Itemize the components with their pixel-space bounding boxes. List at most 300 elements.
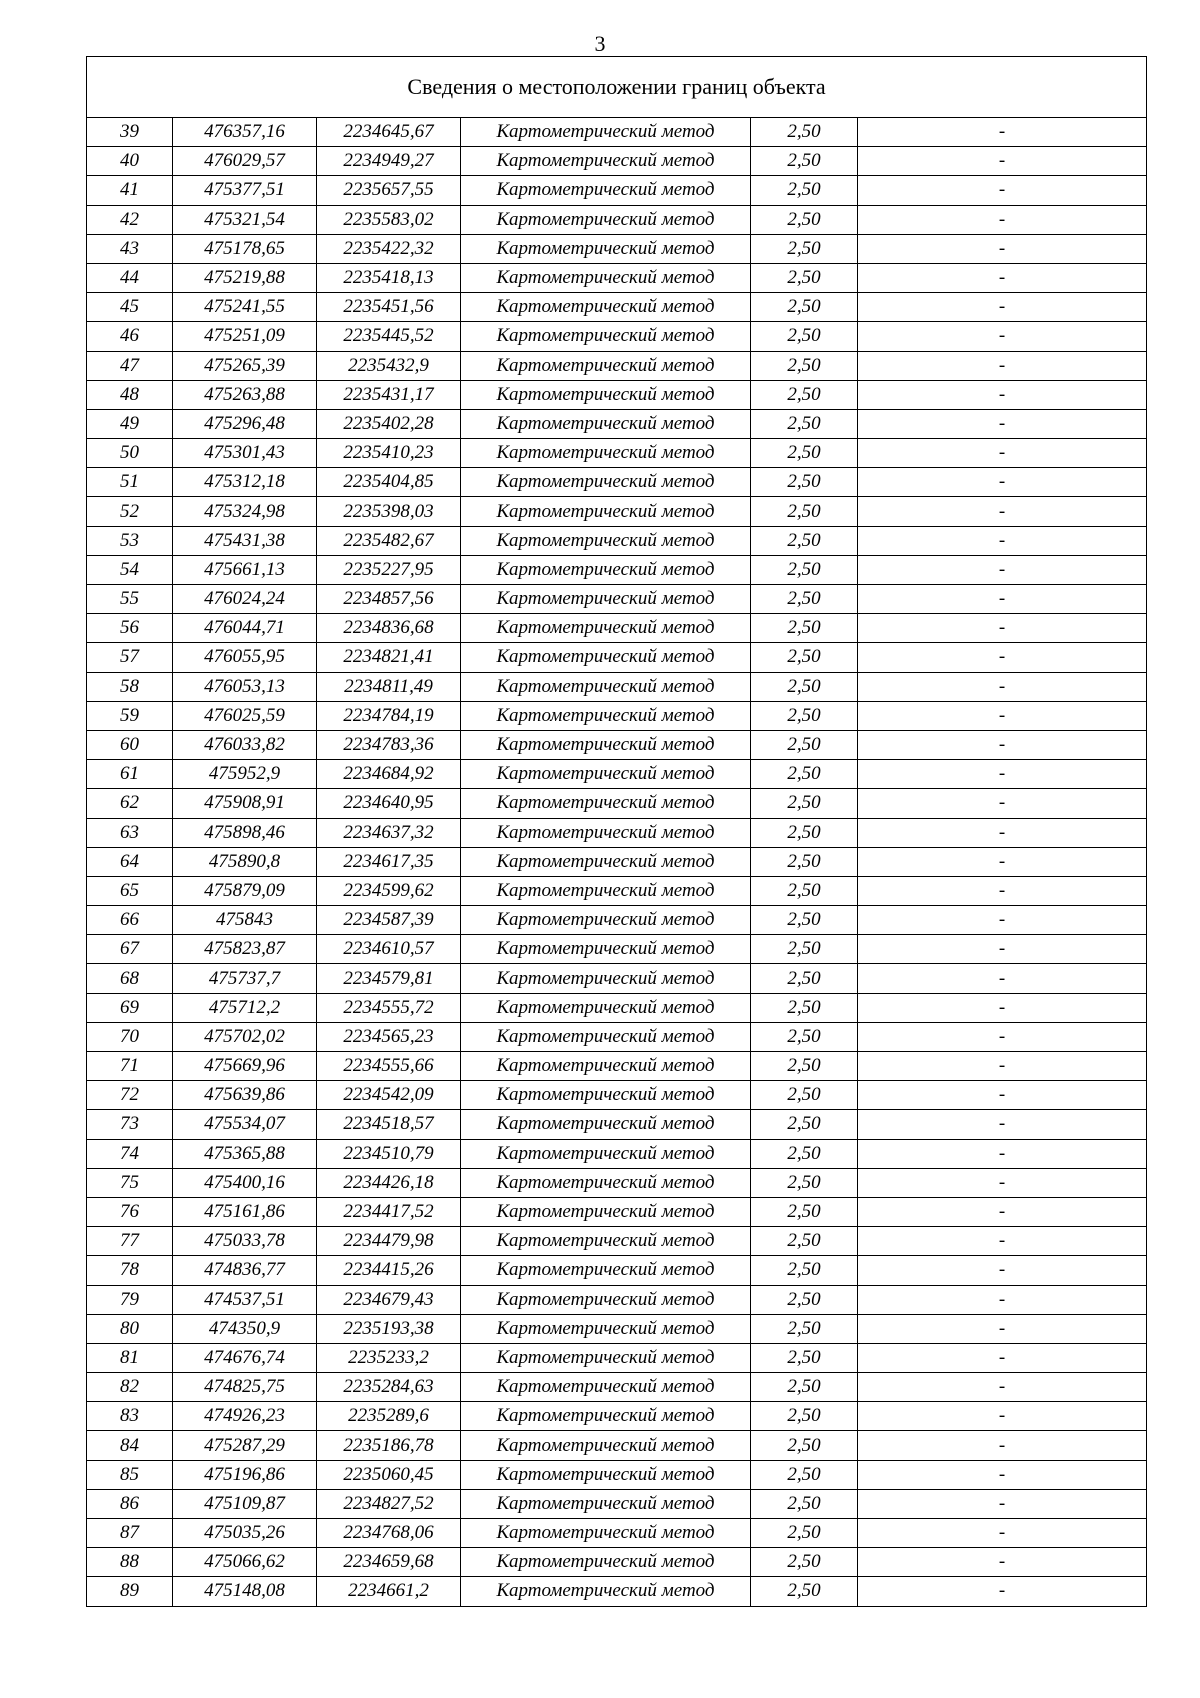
table-row bbox=[87, 964, 1147, 993]
accuracy-cell: 2,50 bbox=[751, 1314, 858, 1343]
x-coordinate-cell: 475737,7 bbox=[173, 964, 317, 993]
description-cell: - bbox=[858, 497, 1147, 526]
method-cell: Картометрический метод bbox=[461, 760, 751, 789]
table-row bbox=[87, 176, 1147, 205]
point-number-cell: 44 bbox=[87, 263, 173, 292]
point-number-cell: 42 bbox=[87, 205, 173, 234]
table-row bbox=[87, 1402, 1147, 1431]
description-cell: - bbox=[858, 468, 1147, 497]
y-coordinate-cell: 2234587,39 bbox=[317, 906, 461, 935]
accuracy-cell: 2,50 bbox=[751, 1227, 858, 1256]
description-cell: - bbox=[858, 1081, 1147, 1110]
table-row bbox=[87, 1227, 1147, 1256]
point-number-cell: 68 bbox=[87, 964, 173, 993]
x-coordinate-cell: 474926,23 bbox=[173, 1402, 317, 1431]
table-row bbox=[87, 526, 1147, 555]
x-coordinate-cell: 475178,65 bbox=[173, 234, 317, 263]
table-row bbox=[87, 1256, 1147, 1285]
accuracy-cell: 2,50 bbox=[751, 585, 858, 614]
table-body bbox=[87, 118, 1147, 1607]
point-number-cell: 86 bbox=[87, 1489, 173, 1518]
x-coordinate-cell: 474836,77 bbox=[173, 1256, 317, 1285]
table-row bbox=[87, 1052, 1147, 1081]
accuracy-cell: 2,50 bbox=[751, 147, 858, 176]
x-coordinate-cell: 475263,88 bbox=[173, 380, 317, 409]
x-coordinate-cell: 475712,2 bbox=[173, 993, 317, 1022]
table-row bbox=[87, 1548, 1147, 1577]
x-coordinate-cell: 475823,87 bbox=[173, 935, 317, 964]
accuracy-cell: 2,50 bbox=[751, 263, 858, 292]
x-coordinate-cell: 475377,51 bbox=[173, 176, 317, 205]
accuracy-cell: 2,50 bbox=[751, 1548, 858, 1577]
y-coordinate-cell: 2234821,41 bbox=[317, 643, 461, 672]
x-coordinate-cell: 475702,02 bbox=[173, 1022, 317, 1051]
boundary-coordinates-table bbox=[86, 56, 1147, 1607]
method-cell: Картометрический метод bbox=[461, 585, 751, 614]
method-cell: Картометрический метод bbox=[461, 964, 751, 993]
method-cell: Картометрический метод bbox=[461, 1519, 751, 1548]
x-coordinate-cell: 475265,39 bbox=[173, 351, 317, 380]
description-cell: - bbox=[858, 1489, 1147, 1518]
x-coordinate-cell: 474537,51 bbox=[173, 1285, 317, 1314]
table-row bbox=[87, 380, 1147, 409]
description-cell: - bbox=[858, 672, 1147, 701]
method-cell: Картометрический метод bbox=[461, 1373, 751, 1402]
method-cell: Картометрический метод bbox=[461, 293, 751, 322]
accuracy-cell: 2,50 bbox=[751, 847, 858, 876]
point-number-cell: 46 bbox=[87, 322, 173, 351]
table-row bbox=[87, 993, 1147, 1022]
table-row bbox=[87, 1460, 1147, 1489]
method-cell: Картометрический метод bbox=[461, 1343, 751, 1372]
y-coordinate-cell: 2235402,28 bbox=[317, 409, 461, 438]
x-coordinate-cell: 475400,16 bbox=[173, 1168, 317, 1197]
method-cell: Картометрический метод bbox=[461, 1110, 751, 1139]
point-number-cell: 85 bbox=[87, 1460, 173, 1489]
method-cell: Картометрический метод bbox=[461, 409, 751, 438]
point-number-cell: 81 bbox=[87, 1343, 173, 1372]
accuracy-cell: 2,50 bbox=[751, 1431, 858, 1460]
point-number-cell: 62 bbox=[87, 789, 173, 818]
x-coordinate-cell: 475301,43 bbox=[173, 439, 317, 468]
x-coordinate-cell: 474350,9 bbox=[173, 1314, 317, 1343]
point-number-cell: 43 bbox=[87, 234, 173, 263]
point-number-cell: 49 bbox=[87, 409, 173, 438]
method-cell: Картометрический метод bbox=[461, 118, 751, 147]
method-cell: Картометрический метод bbox=[461, 322, 751, 351]
table-title: Сведения о местоположении границ объекта bbox=[87, 57, 1147, 118]
point-number-cell: 57 bbox=[87, 643, 173, 672]
y-coordinate-cell: 2235227,95 bbox=[317, 555, 461, 584]
accuracy-cell: 2,50 bbox=[751, 935, 858, 964]
y-coordinate-cell: 2235451,56 bbox=[317, 293, 461, 322]
accuracy-cell: 2,50 bbox=[751, 1519, 858, 1548]
x-coordinate-cell: 475908,91 bbox=[173, 789, 317, 818]
method-cell: Картометрический метод bbox=[461, 1022, 751, 1051]
method-cell: Картометрический метод bbox=[461, 176, 751, 205]
table-row bbox=[87, 1139, 1147, 1168]
x-coordinate-cell: 475287,29 bbox=[173, 1431, 317, 1460]
y-coordinate-cell: 2234555,72 bbox=[317, 993, 461, 1022]
y-coordinate-cell: 2234645,67 bbox=[317, 118, 461, 147]
table-row bbox=[87, 263, 1147, 292]
description-cell: - bbox=[858, 380, 1147, 409]
description-cell: - bbox=[858, 234, 1147, 263]
y-coordinate-cell: 2234659,68 bbox=[317, 1548, 461, 1577]
x-coordinate-cell: 475066,62 bbox=[173, 1548, 317, 1577]
accuracy-cell: 2,50 bbox=[751, 439, 858, 468]
description-cell: - bbox=[858, 1110, 1147, 1139]
description-cell: - bbox=[858, 993, 1147, 1022]
point-number-cell: 75 bbox=[87, 1168, 173, 1197]
table-row bbox=[87, 1519, 1147, 1548]
table-row bbox=[87, 935, 1147, 964]
accuracy-cell: 2,50 bbox=[751, 1197, 858, 1226]
x-coordinate-cell: 475639,86 bbox=[173, 1081, 317, 1110]
point-number-cell: 73 bbox=[87, 1110, 173, 1139]
table-row bbox=[87, 1489, 1147, 1518]
x-coordinate-cell: 476044,71 bbox=[173, 614, 317, 643]
x-coordinate-cell: 475952,9 bbox=[173, 760, 317, 789]
accuracy-cell: 2,50 bbox=[751, 322, 858, 351]
description-cell: - bbox=[858, 730, 1147, 759]
point-number-cell: 82 bbox=[87, 1373, 173, 1402]
table-row bbox=[87, 205, 1147, 234]
point-number-cell: 53 bbox=[87, 526, 173, 555]
description-cell: - bbox=[858, 322, 1147, 351]
description-cell: - bbox=[858, 205, 1147, 234]
description-cell: - bbox=[858, 263, 1147, 292]
table-row bbox=[87, 760, 1147, 789]
description-cell: - bbox=[858, 1577, 1147, 1606]
table-title-row bbox=[87, 57, 1147, 118]
accuracy-cell: 2,50 bbox=[751, 118, 858, 147]
point-number-cell: 52 bbox=[87, 497, 173, 526]
point-number-cell: 50 bbox=[87, 439, 173, 468]
description-cell: - bbox=[858, 526, 1147, 555]
method-cell: Картометрический метод bbox=[461, 263, 751, 292]
x-coordinate-cell: 475109,87 bbox=[173, 1489, 317, 1518]
table-row bbox=[87, 1197, 1147, 1226]
description-cell: - bbox=[858, 701, 1147, 730]
method-cell: Картометрический метод bbox=[461, 1548, 751, 1577]
x-coordinate-cell: 475251,09 bbox=[173, 322, 317, 351]
table-row bbox=[87, 1285, 1147, 1314]
method-cell: Картометрический метод bbox=[461, 672, 751, 701]
description-cell: - bbox=[858, 1197, 1147, 1226]
table-row bbox=[87, 1081, 1147, 1110]
x-coordinate-cell: 474676,74 bbox=[173, 1343, 317, 1372]
table-row bbox=[87, 351, 1147, 380]
method-cell: Картометрический метод bbox=[461, 1139, 751, 1168]
method-cell: Картометрический метод bbox=[461, 205, 751, 234]
description-cell: - bbox=[858, 1256, 1147, 1285]
point-number-cell: 47 bbox=[87, 351, 173, 380]
x-coordinate-cell: 475033,78 bbox=[173, 1227, 317, 1256]
description-cell: - bbox=[858, 1402, 1147, 1431]
y-coordinate-cell: 2234518,57 bbox=[317, 1110, 461, 1139]
point-number-cell: 56 bbox=[87, 614, 173, 643]
method-cell: Картометрический метод bbox=[461, 847, 751, 876]
method-cell: Картометрический метод bbox=[461, 1256, 751, 1285]
page-number: 3 bbox=[594, 31, 606, 56]
table-row bbox=[87, 730, 1147, 759]
point-number-cell: 89 bbox=[87, 1577, 173, 1606]
description-cell: - bbox=[858, 585, 1147, 614]
accuracy-cell: 2,50 bbox=[751, 876, 858, 905]
accuracy-cell: 2,50 bbox=[751, 234, 858, 263]
point-number-cell: 69 bbox=[87, 993, 173, 1022]
accuracy-cell: 2,50 bbox=[751, 1022, 858, 1051]
x-coordinate-cell: 475035,26 bbox=[173, 1519, 317, 1548]
x-coordinate-cell: 476029,57 bbox=[173, 147, 317, 176]
x-coordinate-cell: 474825,75 bbox=[173, 1373, 317, 1402]
accuracy-cell: 2,50 bbox=[751, 760, 858, 789]
accuracy-cell: 2,50 bbox=[751, 555, 858, 584]
x-coordinate-cell: 476053,13 bbox=[173, 672, 317, 701]
table-row bbox=[87, 1373, 1147, 1402]
method-cell: Картометрический метод bbox=[461, 1489, 751, 1518]
table-row bbox=[87, 322, 1147, 351]
method-cell: Картометрический метод bbox=[461, 1168, 751, 1197]
table-row bbox=[87, 409, 1147, 438]
table-row bbox=[87, 614, 1147, 643]
method-cell: Картометрический метод bbox=[461, 1081, 751, 1110]
accuracy-cell: 2,50 bbox=[751, 701, 858, 730]
y-coordinate-cell: 2234857,56 bbox=[317, 585, 461, 614]
y-coordinate-cell: 2235193,38 bbox=[317, 1314, 461, 1343]
table-row bbox=[87, 468, 1147, 497]
method-cell: Картометрический метод bbox=[461, 526, 751, 555]
point-number-cell: 48 bbox=[87, 380, 173, 409]
point-number-cell: 79 bbox=[87, 1285, 173, 1314]
y-coordinate-cell: 2234579,81 bbox=[317, 964, 461, 993]
description-cell: - bbox=[858, 1285, 1147, 1314]
point-number-cell: 39 bbox=[87, 118, 173, 147]
accuracy-cell: 2,50 bbox=[751, 614, 858, 643]
y-coordinate-cell: 2234661,2 bbox=[317, 1577, 461, 1606]
y-coordinate-cell: 2234555,66 bbox=[317, 1052, 461, 1081]
point-number-cell: 67 bbox=[87, 935, 173, 964]
y-coordinate-cell: 2235398,03 bbox=[317, 497, 461, 526]
method-cell: Картометрический метод bbox=[461, 614, 751, 643]
description-cell: - bbox=[858, 1052, 1147, 1081]
y-coordinate-cell: 2234949,27 bbox=[317, 147, 461, 176]
method-cell: Картометрический метод bbox=[461, 818, 751, 847]
method-cell: Картометрический метод bbox=[461, 1314, 751, 1343]
table-row bbox=[87, 555, 1147, 584]
table-row bbox=[87, 1577, 1147, 1606]
x-coordinate-cell: 475890,8 bbox=[173, 847, 317, 876]
description-cell: - bbox=[858, 906, 1147, 935]
point-number-cell: 41 bbox=[87, 176, 173, 205]
accuracy-cell: 2,50 bbox=[751, 526, 858, 555]
table-row bbox=[87, 118, 1147, 147]
point-number-cell: 64 bbox=[87, 847, 173, 876]
y-coordinate-cell: 2235410,23 bbox=[317, 439, 461, 468]
y-coordinate-cell: 2234617,35 bbox=[317, 847, 461, 876]
y-coordinate-cell: 2234768,06 bbox=[317, 1519, 461, 1548]
y-coordinate-cell: 2234783,36 bbox=[317, 730, 461, 759]
x-coordinate-cell: 476357,16 bbox=[173, 118, 317, 147]
table-row bbox=[87, 701, 1147, 730]
y-coordinate-cell: 2234426,18 bbox=[317, 1168, 461, 1197]
point-number-cell: 61 bbox=[87, 760, 173, 789]
description-cell: - bbox=[858, 147, 1147, 176]
x-coordinate-cell: 475661,13 bbox=[173, 555, 317, 584]
method-cell: Картометрический метод bbox=[461, 1285, 751, 1314]
method-cell: Картометрический метод bbox=[461, 1460, 751, 1489]
method-cell: Картометрический метод bbox=[461, 701, 751, 730]
method-cell: Картометрический метод bbox=[461, 380, 751, 409]
y-coordinate-cell: 2234836,68 bbox=[317, 614, 461, 643]
x-coordinate-cell: 476055,95 bbox=[173, 643, 317, 672]
method-cell: Картометрический метод bbox=[461, 234, 751, 263]
description-cell: - bbox=[858, 176, 1147, 205]
y-coordinate-cell: 2235186,78 bbox=[317, 1431, 461, 1460]
y-coordinate-cell: 2234784,19 bbox=[317, 701, 461, 730]
y-coordinate-cell: 2235431,17 bbox=[317, 380, 461, 409]
table-row bbox=[87, 1110, 1147, 1139]
y-coordinate-cell: 2235583,02 bbox=[317, 205, 461, 234]
x-coordinate-cell: 475365,88 bbox=[173, 1139, 317, 1168]
table-row bbox=[87, 1022, 1147, 1051]
description-cell: - bbox=[858, 351, 1147, 380]
x-coordinate-cell: 475898,46 bbox=[173, 818, 317, 847]
method-cell: Картометрический метод bbox=[461, 1431, 751, 1460]
x-coordinate-cell: 475534,07 bbox=[173, 1110, 317, 1139]
method-cell: Картометрический метод bbox=[461, 1197, 751, 1226]
method-cell: Картометрический метод bbox=[461, 351, 751, 380]
accuracy-cell: 2,50 bbox=[751, 1343, 858, 1372]
description-cell: - bbox=[858, 935, 1147, 964]
method-cell: Картометрический метод bbox=[461, 876, 751, 905]
accuracy-cell: 2,50 bbox=[751, 1489, 858, 1518]
description-cell: - bbox=[858, 614, 1147, 643]
description-cell: - bbox=[858, 789, 1147, 818]
method-cell: Картометрический метод bbox=[461, 1227, 751, 1256]
point-number-cell: 59 bbox=[87, 701, 173, 730]
point-number-cell: 80 bbox=[87, 1314, 173, 1343]
y-coordinate-cell: 2234610,57 bbox=[317, 935, 461, 964]
y-coordinate-cell: 2234640,95 bbox=[317, 789, 461, 818]
method-cell: Картометрический метод bbox=[461, 1577, 751, 1606]
description-cell: - bbox=[858, 643, 1147, 672]
accuracy-cell: 2,50 bbox=[751, 205, 858, 234]
y-coordinate-cell: 2235233,2 bbox=[317, 1343, 461, 1372]
y-coordinate-cell: 2234479,98 bbox=[317, 1227, 461, 1256]
method-cell: Картометрический метод bbox=[461, 789, 751, 818]
accuracy-cell: 2,50 bbox=[751, 1285, 858, 1314]
accuracy-cell: 2,50 bbox=[751, 380, 858, 409]
table-row bbox=[87, 1343, 1147, 1372]
point-number-cell: 54 bbox=[87, 555, 173, 584]
description-cell: - bbox=[858, 1548, 1147, 1577]
table-row bbox=[87, 1314, 1147, 1343]
table-row bbox=[87, 818, 1147, 847]
y-coordinate-cell: 2234565,23 bbox=[317, 1022, 461, 1051]
y-coordinate-cell: 2234811,49 bbox=[317, 672, 461, 701]
description-cell: - bbox=[858, 1460, 1147, 1489]
point-number-cell: 76 bbox=[87, 1197, 173, 1226]
x-coordinate-cell: 475321,54 bbox=[173, 205, 317, 234]
y-coordinate-cell: 2234637,32 bbox=[317, 818, 461, 847]
table-row bbox=[87, 672, 1147, 701]
x-coordinate-cell: 475324,98 bbox=[173, 497, 317, 526]
y-coordinate-cell: 2235289,6 bbox=[317, 1402, 461, 1431]
y-coordinate-cell: 2235657,55 bbox=[317, 176, 461, 205]
description-cell: - bbox=[858, 1343, 1147, 1372]
x-coordinate-cell: 475879,09 bbox=[173, 876, 317, 905]
method-cell: Картометрический метод bbox=[461, 497, 751, 526]
method-cell: Картометрический метод bbox=[461, 1402, 751, 1431]
accuracy-cell: 2,50 bbox=[751, 1110, 858, 1139]
table-row bbox=[87, 906, 1147, 935]
y-coordinate-cell: 2234510,79 bbox=[317, 1139, 461, 1168]
description-cell: - bbox=[858, 1168, 1147, 1197]
description-cell: - bbox=[858, 964, 1147, 993]
y-coordinate-cell: 2234827,52 bbox=[317, 1489, 461, 1518]
accuracy-cell: 2,50 bbox=[751, 468, 858, 497]
table-row bbox=[87, 876, 1147, 905]
y-coordinate-cell: 2235432,9 bbox=[317, 351, 461, 380]
y-coordinate-cell: 2234684,92 bbox=[317, 760, 461, 789]
table-row bbox=[87, 847, 1147, 876]
point-number-cell: 88 bbox=[87, 1548, 173, 1577]
method-cell: Картометрический метод bbox=[461, 147, 751, 176]
table-row bbox=[87, 293, 1147, 322]
x-coordinate-cell: 476024,24 bbox=[173, 585, 317, 614]
point-number-cell: 66 bbox=[87, 906, 173, 935]
table-row bbox=[87, 497, 1147, 526]
point-number-cell: 78 bbox=[87, 1256, 173, 1285]
accuracy-cell: 2,50 bbox=[751, 818, 858, 847]
x-coordinate-cell: 475296,48 bbox=[173, 409, 317, 438]
description-cell: - bbox=[858, 1227, 1147, 1256]
method-cell: Картометрический метод bbox=[461, 906, 751, 935]
y-coordinate-cell: 2235418,13 bbox=[317, 263, 461, 292]
point-number-cell: 63 bbox=[87, 818, 173, 847]
description-cell: - bbox=[858, 293, 1147, 322]
accuracy-cell: 2,50 bbox=[751, 1402, 858, 1431]
x-coordinate-cell: 476033,82 bbox=[173, 730, 317, 759]
point-number-cell: 83 bbox=[87, 1402, 173, 1431]
point-number-cell: 60 bbox=[87, 730, 173, 759]
table-row bbox=[87, 1431, 1147, 1460]
accuracy-cell: 2,50 bbox=[751, 1373, 858, 1402]
description-cell: - bbox=[858, 118, 1147, 147]
point-number-cell: 84 bbox=[87, 1431, 173, 1460]
point-number-cell: 65 bbox=[87, 876, 173, 905]
method-cell: Картометрический метод bbox=[461, 935, 751, 964]
point-number-cell: 72 bbox=[87, 1081, 173, 1110]
x-coordinate-cell: 475148,08 bbox=[173, 1577, 317, 1606]
method-cell: Картометрический метод bbox=[461, 730, 751, 759]
x-coordinate-cell: 475669,96 bbox=[173, 1052, 317, 1081]
description-cell: - bbox=[858, 1139, 1147, 1168]
method-cell: Картометрический метод bbox=[461, 643, 751, 672]
point-number-cell: 70 bbox=[87, 1022, 173, 1051]
accuracy-cell: 2,50 bbox=[751, 1577, 858, 1606]
accuracy-cell: 2,50 bbox=[751, 789, 858, 818]
y-coordinate-cell: 2235422,32 bbox=[317, 234, 461, 263]
table-row bbox=[87, 643, 1147, 672]
accuracy-cell: 2,50 bbox=[751, 964, 858, 993]
method-cell: Картометрический метод bbox=[461, 1052, 751, 1081]
x-coordinate-cell: 475843 bbox=[173, 906, 317, 935]
accuracy-cell: 2,50 bbox=[751, 1256, 858, 1285]
point-number-cell: 55 bbox=[87, 585, 173, 614]
